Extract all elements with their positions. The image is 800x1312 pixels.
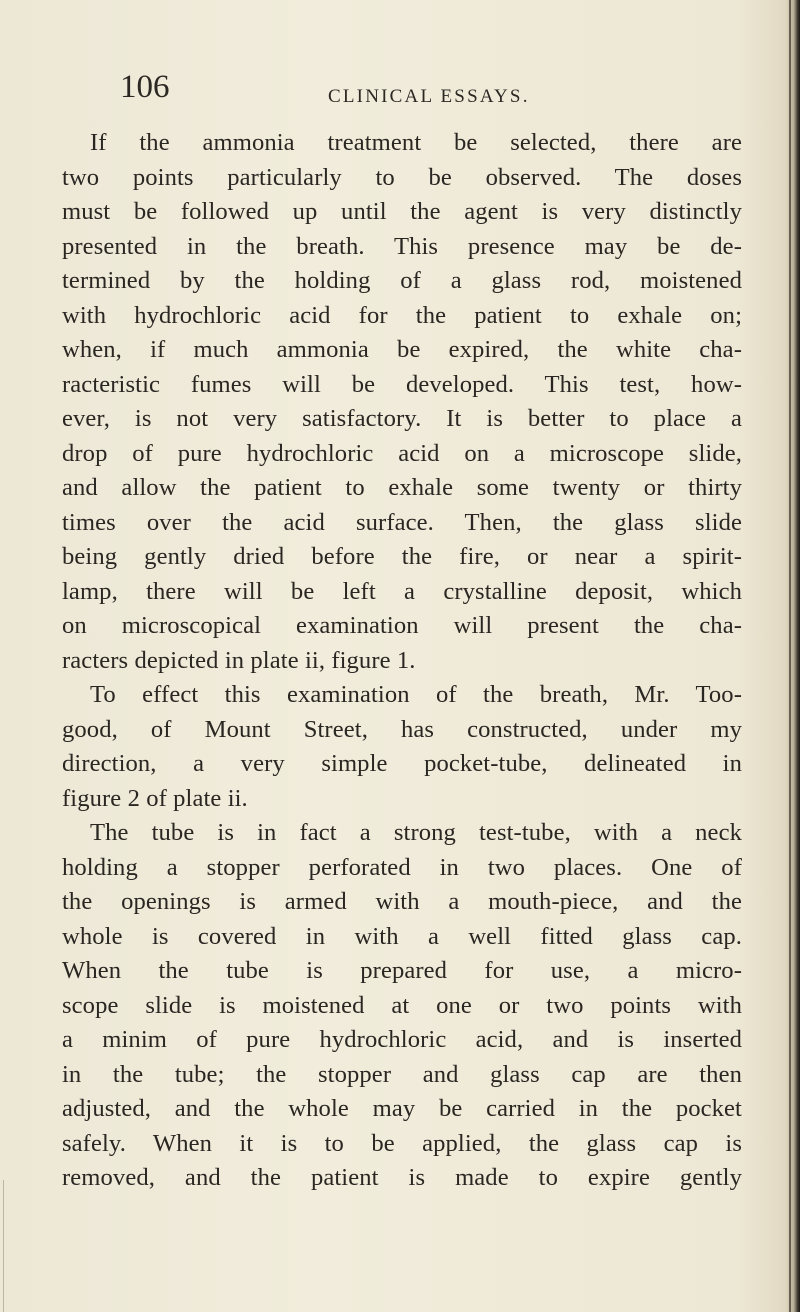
text-line: direction, a very simple pocket-tube, delineated in (62, 750, 742, 777)
text-line: removed, and the patient is made to expire gently (62, 1164, 742, 1191)
text-line: termined by the holding of a glass rod, moistened (62, 267, 742, 294)
text-line: racteristic fumes will be developed. This test, how- (62, 370, 742, 398)
text-line: two points particularly to be observed. The doses (62, 163, 742, 191)
text-line: when, if much ammonia be expired, the white cha- (62, 336, 742, 363)
text-line: whole is covered in with a well fitted glass cap. (62, 922, 742, 950)
text-line: being gently dried before the fire, or near a spirit- (62, 543, 742, 570)
text-line: lamp, there will be left a crystalline deposit, which (62, 577, 742, 605)
text-line: and allow the patient to exhale some twenty or thirty (62, 474, 742, 501)
text-line: The tube is in fact a strong test-tube, with a neck (90, 819, 742, 846)
text-line: racters depicted in plate ii, figure 1. (62, 646, 416, 674)
text-line: presented in the breath. This presence may be de- (62, 232, 742, 260)
text-line: times over the acid surface. Then, the glass slide (62, 508, 742, 536)
text-line: When the tube is prepared for use, a micro- (62, 957, 742, 984)
page-number: 106 (120, 69, 170, 105)
page-edge-line (789, 0, 791, 1312)
text-line: adjusted, and the whole may be carried in the pocket (62, 1095, 742, 1122)
text-line: ever, is not very satisfactory. It is better to place a (62, 405, 742, 432)
text-line: a minim of pure hydrochloric acid, and is inserted (62, 1026, 742, 1053)
text-line: must be followed up until the agent is very distinctly (62, 198, 742, 225)
text-line: To effect this examination of the breath, Mr. Too- (90, 681, 742, 708)
text-line: figure 2 of plate ii. (62, 784, 248, 812)
running-head: CLINICAL ESSAYS. (328, 86, 530, 107)
text-line: safely. When it is to be applied, the glass cap is (62, 1129, 742, 1157)
text-line: the openings is armed with a mouth-piece, and the (62, 888, 742, 915)
text-line: with hydrochloric acid for the patient to exhale on; (62, 301, 742, 329)
text-line: drop of pure hydrochloric acid on a microscope slide, (62, 439, 742, 467)
page-header (0, 68, 800, 108)
body-text (62, 126, 742, 1196)
text-line: holding a stopper perforated in two places. One of (62, 853, 742, 881)
text-line: scope slide is moistened at one or two points with (62, 991, 742, 1019)
text-line: on microscopical examination will present the cha- (62, 612, 742, 639)
text-line: in the tube; the stopper and glass cap are then (62, 1060, 742, 1088)
left-margin-mark (3, 1180, 4, 1312)
text-line: If the ammonia treatment be selected, there are (90, 129, 742, 156)
text-line: good, of Mount Street, has constructed, under my (62, 715, 742, 743)
